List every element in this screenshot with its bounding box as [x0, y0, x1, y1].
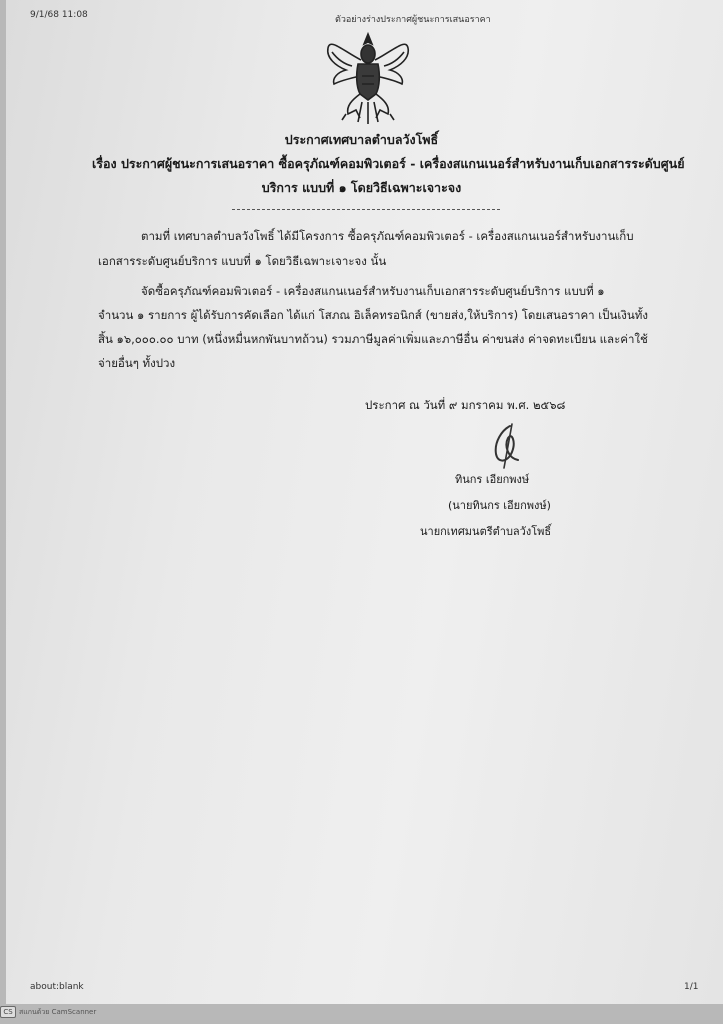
document-page [6, 0, 723, 1004]
paragraph-1-line: ตามที่ เทศบาลตำบลวังโพธิ์ ได้มีโครงการ ซื้อครุภัณฑ์คอมพิวเตอร์ - เครื่องสแกนเนอร์สำหรับงานเก็บ [141, 229, 634, 243]
handwritten-signature [482, 420, 532, 472]
organization-title: ประกาศเทศบาลตำบลวังโพธิ์ [284, 132, 439, 147]
signatory-full-name: (นายทินกร เอียกพงษ์) [448, 499, 551, 512]
print-url: about:blank [30, 982, 84, 992]
paragraph-2-line: จัดซื้อครุภัณฑ์คอมพิวเตอร์ - เครื่องสแกนเนอร์สำหรับงานเก็บเอกสารระดับศูนย์บริการ แบบที่ ๑ [141, 284, 605, 298]
scanner-text: สแกนด้วย CamScanner [19, 1008, 97, 1016]
print-page-number: 1/1 [684, 982, 699, 992]
subject-line-2: บริการ แบบที่ ๑ โดยวิธีเฉพาะเจาะจง [261, 180, 462, 195]
signatory-position: นายกเทศมนตรีตำบลวังโพธิ์ [420, 525, 552, 538]
print-datetime: 9/1/68 11:08 [30, 10, 88, 20]
subject-line-1: เรื่อง ประกาศผู้ชนะการเสนอราคา ซื้อครุภัณฑ์คอมพิวเตอร์ - เครื่องสแกนเนอร์สำหรับงานเก็บเอกสารระดับศูนย์ [92, 156, 685, 171]
paragraph-2-line: จำนวน ๑ รายการ ผู้ได้รับการคัดเลือก ได้แก่ โสภณ อิเล็คทรอนิกส์ (ขายส่ง,ให้บริการ) โดยเสนอราคา เป็นเงินทั้ง [98, 308, 648, 322]
divider [232, 209, 500, 210]
paragraph-2-line: จ่ายอื่นๆ ทั้งปวง [98, 356, 176, 370]
signatory-name: ทินกร เอียกพงษ์ [455, 473, 530, 486]
announcement-date: ประกาศ ณ วันที่ ๙ มกราคม พ.ศ. ๒๕๖๘ [365, 398, 566, 412]
paragraph-2-line: สิ้น ๑๖,๐๐๐.๐๐ บาท (หนึ่งหมื่นหกพันบาทถ้วน) รวมภาษีมูลค่าเพิ่มและภาษีอื่น ค่าขนส่ง ค่าจดทะเบียน และค่าใช้ [98, 332, 648, 346]
paragraph-1-line: เอกสารระดับศูนย์บริการ แบบที่ ๑ โดยวิธีเฉพาะเจาะจง นั้น [98, 254, 387, 268]
camscanner-icon: CS [0, 1006, 16, 1018]
garuda-emblem-icon [322, 30, 414, 126]
print-doc-title: ตัวอย่างร่างประกาศผู้ชนะการเสนอราคา [335, 15, 491, 25]
scanner-watermark [0, 1006, 96, 1018]
